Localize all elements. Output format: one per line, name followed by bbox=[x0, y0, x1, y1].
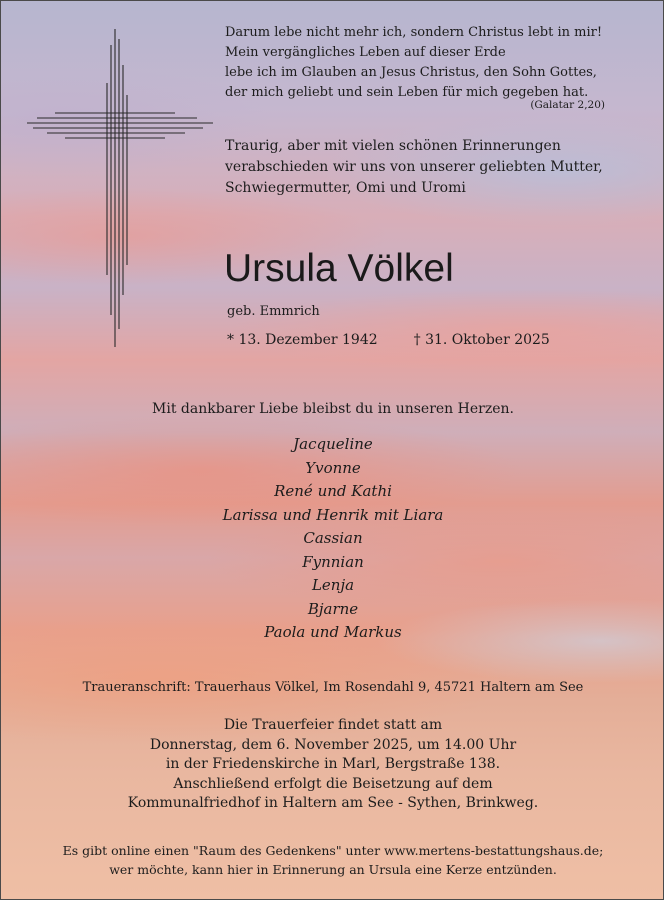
quote-line: Mein vergängliches Leben auf dieser Erde bbox=[225, 45, 506, 60]
family-member: Paola und Markus bbox=[264, 623, 402, 641]
quote-reference: (Galatar 2,20) bbox=[530, 99, 605, 111]
quote-line: der mich geliebt und sein Leben für mich gegeben hat. bbox=[225, 85, 589, 100]
family-member: Cassian bbox=[303, 529, 363, 547]
online-line: wer möchte, kann hier in Erinnerung an Ursula eine Kerze entzünden. bbox=[109, 862, 557, 877]
intro-line: verabschieden wir uns von unserer geliebten Mutter, bbox=[225, 159, 603, 175]
online-memorial-info bbox=[1, 841, 664, 879]
bible-quote bbox=[225, 23, 625, 103]
online-line: Es gibt online einen "Raum des Gedenkens" unter www.mertens-bestattungshaus.de; bbox=[62, 843, 604, 858]
birth-name: geb. Emmrich bbox=[227, 304, 320, 319]
service-line: Anschließend erfolgt die Beisetzung auf dem bbox=[173, 775, 493, 792]
family-list bbox=[1, 433, 664, 645]
cross-icon bbox=[25, 25, 215, 351]
quote-line: lebe ich im Glauben an Jesus Christus, den Sohn Gottes, bbox=[225, 65, 597, 80]
intro-text bbox=[225, 136, 635, 199]
deceased-name: Ursula Völkel bbox=[224, 247, 454, 290]
quote-line: Darum lebe nicht mehr ich, sondern Christus lebt in mir! bbox=[225, 25, 603, 40]
family-member: Bjarne bbox=[307, 599, 359, 618]
intro-line: Traurig, aber mit vielen schönen Erinnerungen bbox=[225, 138, 561, 154]
intro-line: Schwiegermutter, Omi und Uromi bbox=[225, 180, 466, 196]
service-line: Donnerstag, dem 6. November 2025, um 14.00 Uhr bbox=[149, 736, 517, 753]
birth-date: * 13. Dezember 1942 bbox=[227, 332, 378, 348]
mourning-address: Traueranschrift: Trauerhaus Völkel, Im Rosendahl 9, 45721 Haltern am See bbox=[82, 680, 584, 695]
death-date: † 31. Oktober 2025 bbox=[413, 332, 550, 348]
family-member: Yvonne bbox=[305, 458, 361, 477]
service-line: Kommunalfriedhof in Haltern am See - Sythen, Brinkweg. bbox=[127, 795, 539, 811]
family-member: Larissa und Henrik mit Liara bbox=[222, 505, 444, 524]
service-line: in der Friedenskirche in Marl, Bergstraße 138. bbox=[165, 756, 501, 772]
funeral-service-info bbox=[1, 716, 664, 814]
service-line: Die Trauerfeier findet statt am bbox=[223, 717, 443, 733]
motto: Mit dankbarer Liebe bleibst du in unseren Herzen. bbox=[152, 401, 514, 417]
family-member: Lenja bbox=[311, 576, 355, 594]
family-member: Fynnian bbox=[302, 552, 364, 571]
life-dates bbox=[227, 330, 627, 350]
family-member: Jacqueline bbox=[293, 435, 373, 453]
family-member: René und Kathi bbox=[274, 482, 392, 500]
